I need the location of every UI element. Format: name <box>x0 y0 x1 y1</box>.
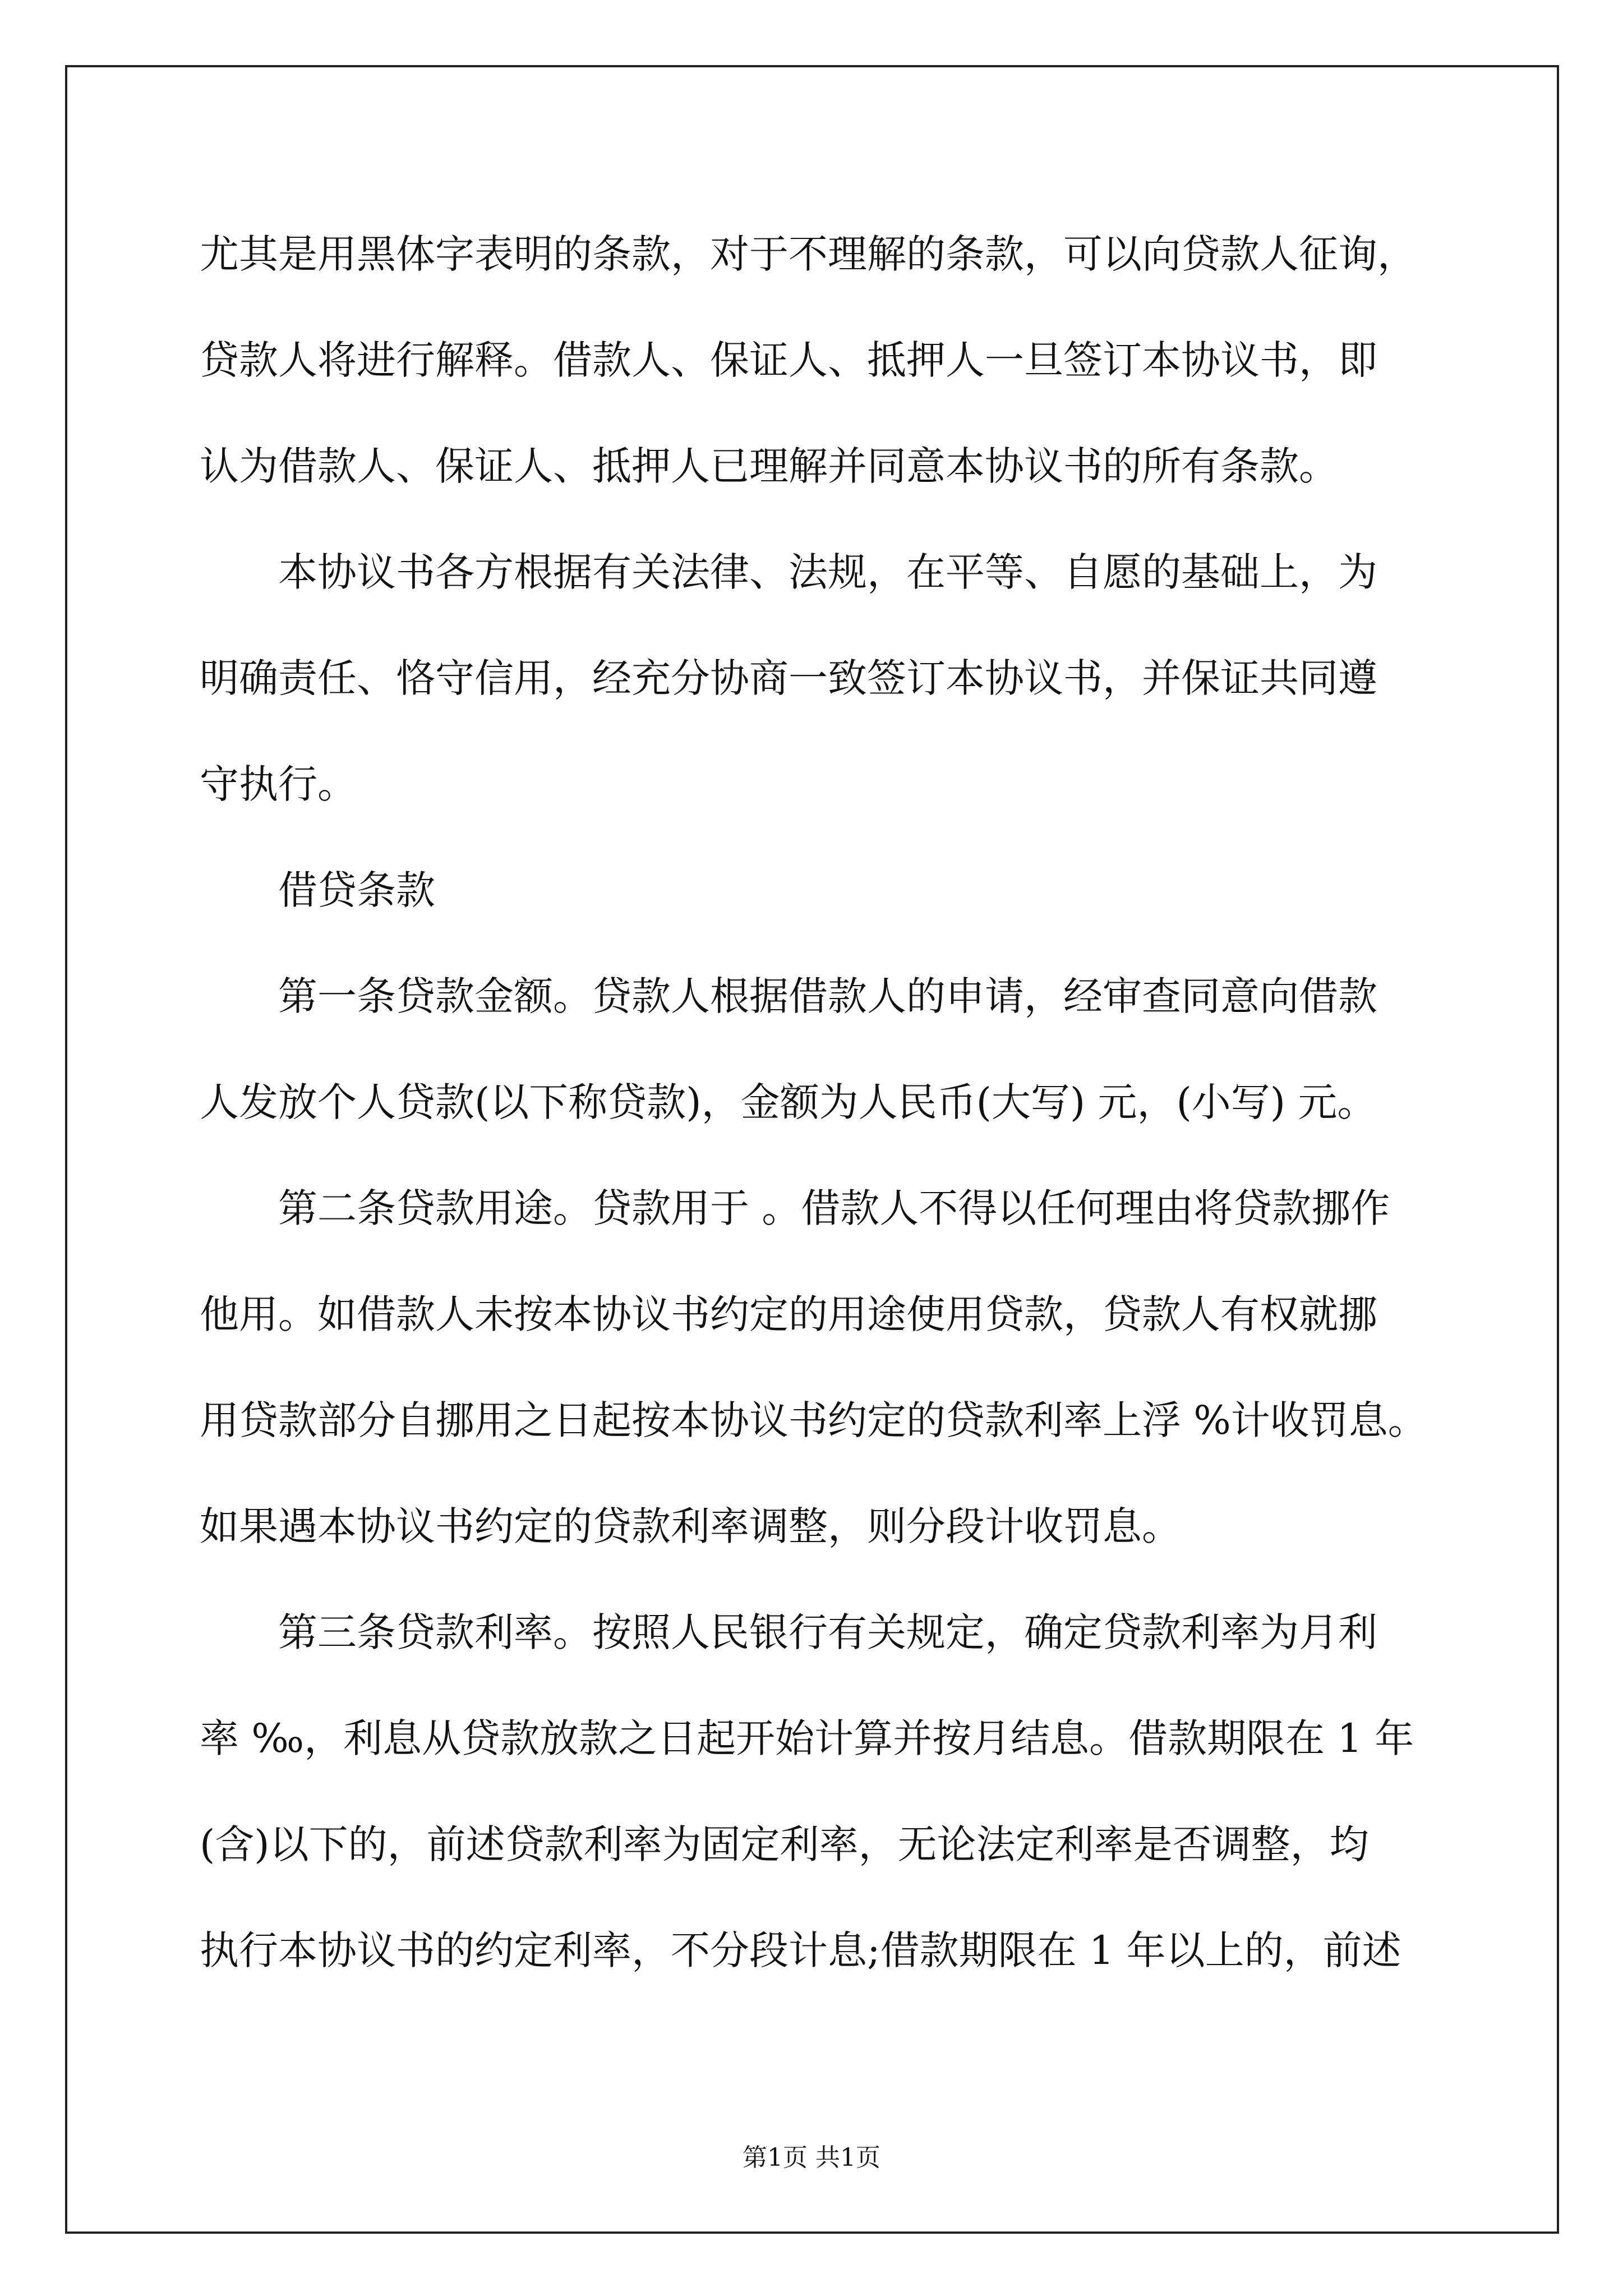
text-line-2: 贷款人将进行解释。借款人、保证人、抵押人一旦签订本协议书，即 <box>200 337 1377 383</box>
text-line-6: 守执行。 <box>200 761 357 807</box>
text-line-5: 明确责任、恪守信用，经充分协商一致签订本协议书，并保证共同遵 <box>200 655 1377 701</box>
section-heading: 借贷条款 <box>278 867 435 913</box>
page-number: 第1页 共1页 <box>743 2143 880 2172</box>
text-line-15: 率 ‰，利息从贷款放款之日起开始计算并按月结息。借款期限在 1 年 <box>200 1715 1414 1761</box>
text-line-8: 第一条贷款金额。贷款人根据借款人的申请，经审查同意向借款 <box>278 973 1377 1019</box>
text-line-4: 本协议书各方根据有关法律、法规，在平等、自愿的基础上，为 <box>278 549 1377 595</box>
text-line-1: 尤其是用黑体字表明的条款，对于不理解的条款，可以向贷款人征询， <box>200 231 1417 277</box>
page-border <box>65 65 1559 2234</box>
text-line-17: 执行本协议书的约定利率，不分段计息;借款期限在 1 年以上的，前述 <box>200 1927 1401 1973</box>
text-line-11: 他用。如借款人未按本协议书约定的用途使用贷款，贷款人有权就挪 <box>200 1291 1377 1337</box>
text-line-14: 第三条贷款利率。按照人民银行有关规定，确定贷款利率为月利 <box>278 1609 1377 1655</box>
text-line-9: 人发放个人贷款(以下称贷款)，金额为人民币(大写) 元，(小写) 元。 <box>200 1079 1377 1125</box>
text-line-12: 用贷款部分自挪用之日起按本协议书约定的贷款利率上浮 %计收罚息。 <box>200 1397 1427 1443</box>
text-line-10: 第二条贷款用途。贷款用于 。借款人不得以任何理由将贷款挪作 <box>278 1185 1390 1231</box>
text-line-3: 认为借款人、保证人、抵押人已理解并同意本协议书的所有条款。 <box>200 443 1338 489</box>
text-line-13: 如果遇本协议书约定的贷款利率调整，则分段计收罚息。 <box>200 1503 1181 1549</box>
text-line-16: (含)以下的，前述贷款利率为固定利率，无论法定利率是否调整，均 <box>200 1821 1369 1867</box>
